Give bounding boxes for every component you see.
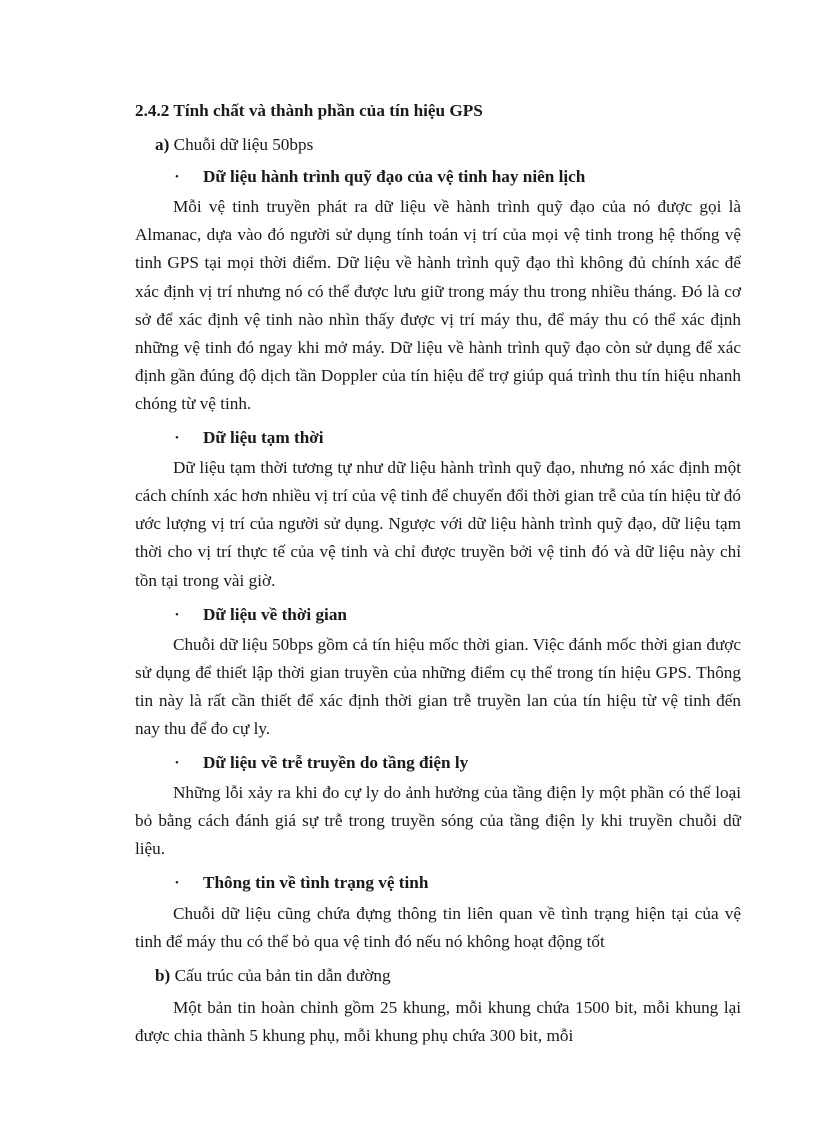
bullet-almanac xyxy=(135,163,741,191)
subsection-b-marker: b) xyxy=(155,965,171,985)
document-page xyxy=(135,97,741,1056)
paragraph-almanac: Mỗi vệ tinh truyền phát ra dữ liệu về hành trình quỹ đạo của nó được gọi là Almanac, dựa vào đó người sử dụng tính toán vị trí của mọi vệ tinh trong hệ thống vệ tinh GPS tại mọi thời điểm. Dữ liệu về hành trình quỹ đạo thì không đủ chính xác để xác định vị trí nhưng nó có thể được lưu giữ trong máy thu trong nhiều tháng. Đó là cơ sở để xác định vệ tinh nào nhìn thấy được vị trí máy thu, để máy thu có thể xác định những vệ tinh đó ngay khi mở máy. Dữ liệu về hành trình quỹ đạo còn sử dụng để xác định gần đúng độ dịch tần Doppler của tín hiệu để trợ giúp quá trình thu tín hiệu nhanh chóng từ vệ tinh. xyxy=(135,197,741,413)
subsection-a-marker: a) xyxy=(155,135,170,155)
subsection-a xyxy=(135,131,741,159)
bullet-icon: • xyxy=(175,757,179,770)
bullet-health xyxy=(135,869,741,897)
bullet-icon: • xyxy=(175,171,179,184)
bullet-icon: • xyxy=(175,608,179,621)
bullet-ephemeris xyxy=(135,424,741,452)
bullet-ionosphere xyxy=(135,749,741,777)
subsection-b xyxy=(135,962,741,990)
bullet-title-almanac: Dữ liệu hành trình quỹ đạo của vệ tinh hay niên lịch xyxy=(203,167,586,187)
paragraph-ionosphere: Những lỗi xảy ra khi đo cự ly do ảnh hưởng của tầng điện ly một phần có thể loại bỏ bằng cách đánh giá sự trễ trong truyền sóng của tầng điện ly khi truyền chuỗi dữ liệu. xyxy=(135,783,741,859)
subsection-a-title: Chuỗi dữ liệu 50bps xyxy=(169,135,314,155)
paragraph-time: Chuỗi dữ liệu 50bps gồm cả tín hiệu mốc thời gian. Việc đánh mốc thời gian được sử dụng để thiết lập thời gian truyền của những điểm cụ thể trong tín hiệu GPS. Thông tin này là rất cần thiết để xác định thời gian trễ truyền lan của tín hiệu từ vệ tinh đến nay thu để đo cự ly. xyxy=(135,634,741,738)
paragraph-message-structure: Một bản tin hoàn chỉnh gồm 25 khung, mỗi khung chứa 1500 bit, mỗi khung lại được chia thành 5 khung phụ, mỗi khung phụ chứa 300 bit, mỗi xyxy=(135,997,741,1045)
section-heading: 2.4.2 Tính chất và thành phần của tín hiệu GPS xyxy=(135,101,483,120)
paragraph-health: Chuỗi dữ liệu cũng chứa đựng thông tin liên quan về tình trạng hiện tại của vệ tinh để máy thu có thể bỏ qua vệ tinh đó nếu nó không hoạt động tốt xyxy=(135,903,741,951)
bullet-title-ionosphere: Dữ liệu về trễ truyền do tầng điện ly xyxy=(203,753,469,773)
bullet-icon: • xyxy=(175,432,179,445)
paragraph-ephemeris: Dữ liệu tạm thời tương tự như dữ liệu hành trình quỹ đạo, nhưng nó xác định một cách chính xác hơn nhiều vị trí của vệ tinh để chuyển đổi thời gian trễ của tín hiệu từ đó ước lượng vị trí của người sử dụng. Ngược với dữ liệu hành trình quỹ đạo, dữ liệu tạm thời cho vị trí thực tế của vệ tinh và chỉ được truyền bởi vệ tinh đó và dữ liệu này chỉ tồn tại trong vài giờ. xyxy=(135,458,741,590)
bullet-time xyxy=(135,601,741,629)
subsection-b-title: Cấu trúc của bản tin dẫn đường xyxy=(170,965,391,985)
bullet-title-time: Dữ liệu về thời gian xyxy=(203,604,347,624)
bullet-title-health: Thông tin về tình trạng vệ tinh xyxy=(203,873,429,893)
bullet-title-ephemeris: Dữ liệu tạm thời xyxy=(203,428,324,448)
bullet-icon: • xyxy=(175,877,179,890)
